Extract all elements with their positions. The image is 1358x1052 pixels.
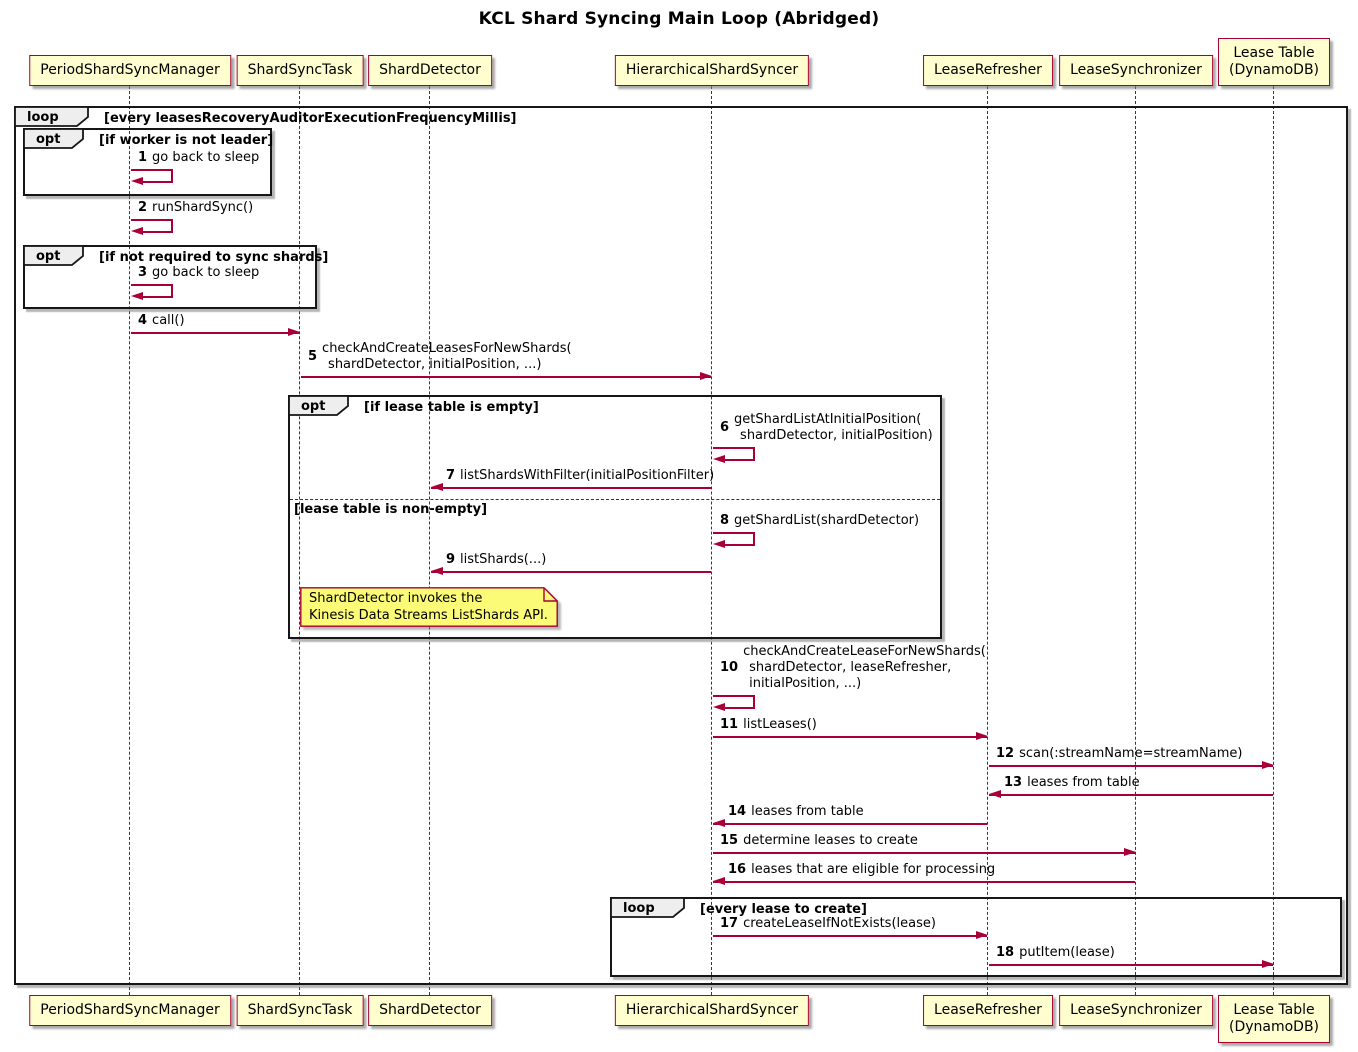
- message-7-label: [446, 468, 714, 484]
- participant-top-hss: [615, 55, 809, 86]
- message-line: leases from table: [1027, 775, 1140, 790]
- message-6-arrow-segment: [724, 459, 755, 461]
- frame-loop-every-lease-guard: [every lease to create]: [700, 902, 867, 917]
- frame-opt-lease-table-empty-divider: [290, 499, 940, 500]
- message-10-number: 10: [720, 660, 739, 675]
- message-12-arrow: [989, 765, 1273, 767]
- message-5-arrow: [301, 376, 711, 378]
- frame-loop-outer-guard: [every leasesRecoveryAuditorExecutionFrequencyMillis]: [104, 111, 517, 126]
- participant-top-sd: [368, 55, 492, 86]
- message-16-arrow: [713, 881, 1135, 883]
- diagram-title: KCL Shard Syncing Main Loop (Abridged): [478, 9, 880, 29]
- participant-label: LeaseSynchronizer: [1070, 1002, 1202, 1018]
- message-14-arrowhead: [713, 819, 725, 827]
- message-11-label: [720, 717, 817, 733]
- message-13-arrowhead: [989, 790, 1001, 798]
- message-3-text: [152, 265, 259, 281]
- message-9-text: [460, 552, 546, 568]
- message-10-arrowhead: [713, 703, 725, 711]
- message-3-arrow-segment: [142, 296, 173, 298]
- message-13-text: [1027, 775, 1140, 791]
- message-15-text: [743, 833, 918, 849]
- message-line: runShardSync(): [152, 200, 254, 215]
- message-16-label: [728, 862, 995, 878]
- frame-opt-lease-table-empty-keyword: opt: [301, 399, 326, 414]
- message-2-text: [152, 200, 253, 216]
- message-17-label: [720, 916, 936, 932]
- participant-label: HierarchicalShardSyncer: [625, 62, 799, 78]
- note-line: Kinesis Data Streams ListShards API.: [309, 608, 548, 623]
- message-14-label: [728, 804, 864, 820]
- message-4-arrowhead: [288, 328, 300, 336]
- participant-bottom-sst: [237, 995, 364, 1026]
- message-5-number: 5: [308, 349, 318, 364]
- message-2-arrowhead: [131, 227, 143, 235]
- message-7-arrow: [431, 487, 711, 489]
- message-5-label: [308, 341, 572, 373]
- message-4-number: 4: [138, 313, 148, 328]
- message-line: getShardList(shardDetector): [734, 513, 920, 528]
- message-line: go back to sleep: [152, 150, 260, 165]
- participant-bottom-hss: [615, 995, 809, 1026]
- participant-label: ShardSyncTask: [247, 62, 353, 78]
- message-line: leases from table: [751, 804, 864, 819]
- participant-bottom-sd: [368, 995, 492, 1026]
- message-4-text: [152, 313, 184, 329]
- message-line: listLeases(): [743, 717, 817, 732]
- message-15-number: 15: [720, 833, 739, 848]
- message-13-arrow: [989, 794, 1273, 796]
- participant-label: ShardDetector: [379, 1002, 481, 1018]
- participant-label: LeaseRefresher: [934, 62, 1042, 78]
- participant-top-sst: [237, 55, 364, 86]
- participant-label: PeriodShardSyncManager: [40, 62, 220, 78]
- message-line: shardDetector, leaseRefresher,: [749, 660, 952, 675]
- message-9-label: [446, 552, 546, 568]
- message-line: listShards(...): [460, 552, 547, 567]
- message-6-label: [720, 412, 933, 444]
- message-16-text: [751, 862, 995, 878]
- message-12-number: 12: [996, 746, 1015, 761]
- message-1-number: 1: [138, 150, 148, 165]
- message-14-arrow: [713, 823, 987, 825]
- participant-top-psm: [29, 55, 231, 86]
- participant-label: (DynamoDB): [1228, 62, 1320, 78]
- participant-bottom-ls: [1059, 995, 1213, 1026]
- frame-loop-every-lease-keyword: loop: [623, 901, 655, 916]
- message-8-arrow: [713, 532, 755, 534]
- participant-label: Lease Table: [1233, 1002, 1315, 1018]
- participant-label: PeriodShardSyncManager: [40, 1002, 220, 1018]
- message-3-label: [138, 265, 259, 281]
- message-2-arrow-segment: [142, 231, 173, 233]
- message-line: getShardListAtInitialPosition(: [734, 412, 922, 427]
- participant-top-ls: [1059, 55, 1213, 86]
- message-17-arrowhead: [976, 931, 988, 939]
- message-7-arrowhead: [431, 483, 443, 491]
- message-line: checkAndCreateLeaseForNewShards(: [743, 644, 986, 659]
- message-line: go back to sleep: [152, 265, 260, 280]
- message-line: shardDetector, initialPosition): [740, 428, 933, 443]
- participant-label: ShardSyncTask: [247, 1002, 353, 1018]
- message-18-arrowhead: [1262, 960, 1274, 968]
- message-2-label: [138, 200, 253, 216]
- message-line: shardDetector, initialPosition, ...): [328, 357, 542, 372]
- message-18-arrow: [989, 964, 1273, 966]
- message-17-text: [743, 916, 936, 932]
- message-18-text: [1019, 945, 1115, 961]
- note-sharddetector-listshards: [300, 587, 558, 627]
- message-12-label: [996, 746, 1242, 762]
- message-10-arrow-segment: [724, 707, 755, 709]
- message-line: createLeaseIfNotExists(lease): [743, 916, 936, 931]
- message-17-number: 17: [720, 916, 739, 931]
- participant-label: (DynamoDB): [1228, 1019, 1320, 1035]
- participant-bottom-lr: [923, 995, 1053, 1026]
- frame-opt-worker-not-leader-keyword: opt: [36, 132, 61, 147]
- message-16-arrowhead: [713, 877, 725, 885]
- message-18-number: 18: [996, 945, 1015, 960]
- message-1-arrowhead: [131, 177, 143, 185]
- participant-label: LeaseRefresher: [934, 1002, 1042, 1018]
- message-line: call(): [152, 313, 185, 328]
- message-15-arrowhead: [1124, 848, 1136, 856]
- message-1-label: [138, 150, 259, 166]
- message-11-arrow: [713, 736, 987, 738]
- message-15-label: [720, 833, 918, 849]
- message-14-text: [751, 804, 864, 820]
- message-2-number: 2: [138, 200, 148, 215]
- message-8-arrowhead: [713, 540, 725, 548]
- message-13-label: [1004, 775, 1140, 791]
- message-7-text: [460, 468, 714, 484]
- note-text: [309, 590, 548, 624]
- frame-opt-not-required-to-sync-keyword: opt: [36, 249, 61, 264]
- message-12-arrowhead: [1262, 761, 1274, 769]
- message-5-arrowhead: [700, 372, 712, 380]
- message-13-number: 13: [1004, 775, 1023, 790]
- message-11-arrowhead: [976, 732, 988, 740]
- message-8-number: 8: [720, 513, 730, 528]
- message-9-number: 9: [446, 552, 456, 567]
- message-17-arrow: [713, 935, 987, 937]
- message-line: checkAndCreateLeasesForNewShards(: [322, 341, 572, 356]
- message-10-arrow: [713, 695, 755, 697]
- message-9-arrow: [431, 571, 711, 573]
- message-16-number: 16: [728, 862, 747, 877]
- frame-opt-worker-not-leader-guard: [if worker is not leader]: [99, 133, 274, 148]
- message-5-text: [322, 341, 572, 373]
- message-3-arrow: [131, 284, 173, 286]
- participant-label: HierarchicalShardSyncer: [625, 1002, 799, 1018]
- message-line: putItem(lease): [1019, 945, 1115, 960]
- participant-bottom-psm: [29, 995, 231, 1026]
- message-11-number: 11: [720, 717, 739, 732]
- message-15-arrow: [713, 852, 1135, 854]
- participant-top-lt: [1218, 38, 1330, 86]
- message-14-number: 14: [728, 804, 747, 819]
- participant-label: Lease Table: [1233, 45, 1315, 61]
- participant-label: ShardDetector: [379, 62, 481, 78]
- participant-bottom-lt: [1218, 995, 1330, 1043]
- message-6-arrowhead: [713, 455, 725, 463]
- frame-opt-lease-table-empty-divider-label: [lease table is non-empty]: [294, 502, 488, 517]
- message-3-number: 3: [138, 265, 148, 280]
- message-6-text: [734, 412, 933, 444]
- message-4-arrow: [131, 332, 299, 334]
- message-1-arrow: [131, 169, 173, 171]
- message-8-text: [734, 513, 919, 529]
- message-9-arrowhead: [431, 567, 443, 575]
- message-line: determine leases to create: [743, 833, 918, 848]
- participant-label: LeaseSynchronizer: [1070, 62, 1202, 78]
- message-6-number: 6: [720, 420, 730, 435]
- message-18-label: [996, 945, 1115, 961]
- message-6-arrow: [713, 447, 755, 449]
- message-line: listShardsWithFilter(initialPositionFilter): [460, 468, 715, 483]
- frame-loop-outer-keyword: loop: [27, 110, 59, 125]
- note-line: ShardDetector invokes the: [309, 591, 483, 606]
- message-line: leases that are eligible for processing: [751, 862, 996, 877]
- message-11-text: [743, 717, 817, 733]
- frame-opt-not-required-to-sync-guard: [if not required to sync shards]: [99, 250, 329, 265]
- frame-opt-lease-table-empty-guard: [if lease table is empty]: [364, 400, 539, 415]
- message-3-arrowhead: [131, 292, 143, 300]
- message-line: initialPosition, ...): [749, 676, 862, 691]
- message-2-arrow: [131, 219, 173, 221]
- message-8-arrow-segment: [724, 544, 755, 546]
- message-10-text: [743, 644, 986, 692]
- message-8-label: [720, 513, 919, 529]
- message-12-text: [1019, 746, 1242, 762]
- message-1-arrow-segment: [142, 181, 173, 183]
- participant-top-lr: [923, 55, 1053, 86]
- message-1-text: [152, 150, 259, 166]
- message-7-number: 7: [446, 468, 456, 483]
- message-line: scan(:streamName=streamName): [1019, 746, 1243, 761]
- message-4-label: [138, 313, 185, 329]
- message-10-label: [720, 644, 986, 692]
